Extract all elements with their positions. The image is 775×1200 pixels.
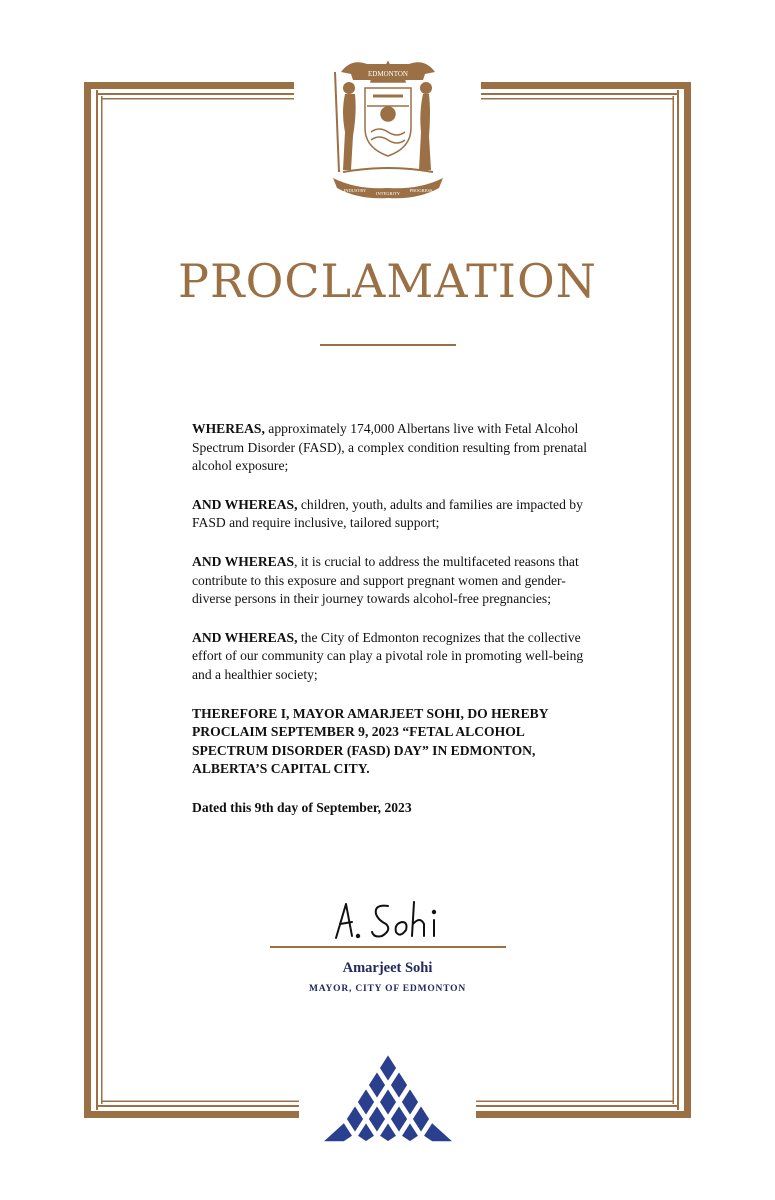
title-divider [320, 344, 456, 346]
clause-4 [192, 629, 602, 685]
crest-banner-text: EDMONTON [368, 70, 408, 78]
crest-motto-1: INDUSTRY [343, 188, 367, 193]
handwritten-signature [330, 896, 450, 944]
clause-lead: AND WHEREAS, [192, 629, 298, 645]
clause-3 [192, 553, 602, 609]
proclamation-body [192, 420, 602, 838]
clause-text: children, youth, adults and families are impacted by FASD and require inclusive, tailored support; [192, 496, 583, 531]
clause-text: the City of Edmonton recognizes that the collective effort of our community can play a pivotal role in promoting well-being and a healthier society; [192, 629, 584, 682]
proclamation-statement: THEREFORE I, MAYOR AMARJEET SOHI, DO HEREBY PROCLAIM SEPTEMBER 9, 2023 “FETAL ALCOHOL SPECTRUM DISORDER (FASD) DAY” IN EDMONTON, ALBERTA’S CAPITAL CITY. [192, 705, 549, 777]
city-pyramid-logo-icon [320, 1052, 456, 1144]
clause-text: , it is crucial to address the multifaceted reasons that contribute to this exposure and support pregnant women and gender-diverse persons in their journey towards alcohol-free pregnancies; [192, 553, 579, 607]
mayor-title: MAYOR, CITY OF EDMONTON [308, 984, 467, 994]
page-title: PROCLAMATION [178, 254, 597, 308]
clause-lead: AND WHEREAS, [192, 496, 298, 512]
crest-motto-3: PROGRESS [409, 188, 433, 193]
crest-motto-2: INTEGRITY [376, 191, 400, 196]
clause-lead: WHEREAS, [192, 421, 265, 436]
city-crest-icon [327, 52, 449, 200]
signature-line [270, 946, 506, 948]
clause-2 [192, 496, 602, 533]
dated-line: Dated this 9th day of September, 2023 [192, 799, 412, 815]
mayor-name: Amarjeet Sohi [342, 960, 433, 976]
clause-1 [192, 420, 602, 476]
clause-text: approximately 174,000 Albertans live with Fetal Alcohol Spectrum Disorder (FASD), a complex condition resulting from prenatal alcohol exposure; [192, 421, 588, 474]
clause-lead: AND WHEREAS [192, 553, 295, 569]
